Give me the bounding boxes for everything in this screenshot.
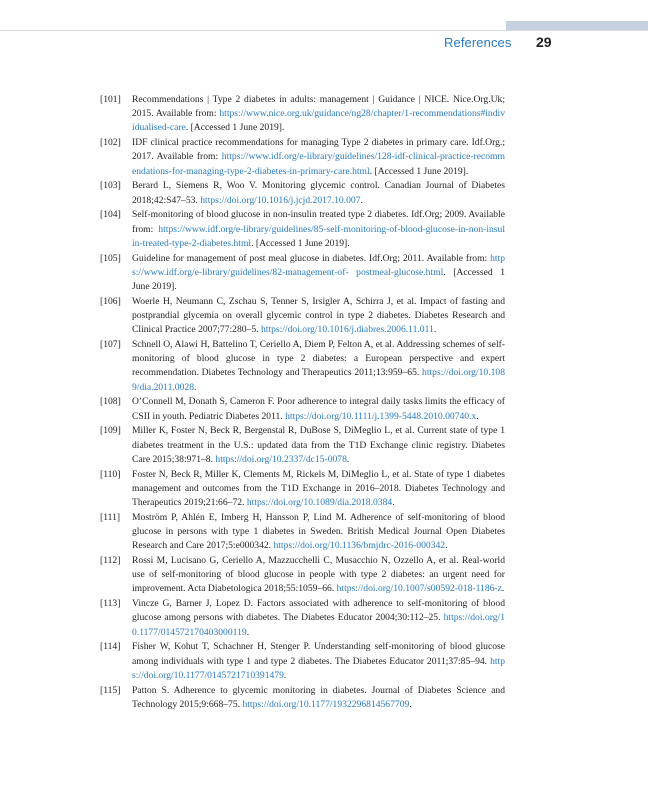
reference-text-suffix: . bbox=[445, 540, 448, 552]
reference-link[interactable]: https://doi.org/10.2337/dc15-0078 bbox=[215, 453, 347, 465]
reference-text: IDF clinical practice recommendations for managing Type 2 diabetes in primary care. Idf.Org.; 2017. Available from: bbox=[132, 137, 505, 163]
reference-item bbox=[100, 136, 505, 179]
reference-item bbox=[100, 424, 505, 467]
reference-text-suffix: . bbox=[433, 324, 437, 336]
reference-text-suffix: . [Accessed 1 June 2019]. bbox=[369, 165, 469, 177]
reference-link[interactable]: https://www.idf.org/e-library/guidelines/82-management-of- postmeal-glucose.html bbox=[132, 252, 505, 278]
reference-item bbox=[100, 511, 505, 554]
reference-text: Moström P, Ahlén E, Imberg H, Hansson P, Lind M. Adherence of self-monitoring of blood glucose in persons with type 1 diabetes in Sweden. British Medical Journal Open Diabetes Research and Care 2017;5:e000342. bbox=[132, 511, 505, 552]
reference-item bbox=[100, 295, 505, 338]
reference-text-suffix: . bbox=[246, 626, 250, 638]
reference-number: [115] bbox=[100, 684, 121, 696]
reference-number: [103] bbox=[100, 180, 121, 192]
running-head: References bbox=[444, 35, 512, 50]
reference-text-suffix: . [Accessed 1 June 2019]. bbox=[132, 266, 505, 293]
reference-link[interactable]: https://doi.org/10.1136/bmjdrc-2016-000342 bbox=[273, 540, 446, 552]
reference-text: Patton S. Adherence to glycemic monitoring in diabetes. Journal of Diabetes Science and Technology 2015;9:668–75. bbox=[132, 684, 505, 710]
reference-text: Miller K, Foster N, Beck R, Bergenstal R, DuBose S, DiMeglio L, et al. Current state of type 1 diabetes treatment in the U.S.: updated data from the T1D Exchange clinic registry. Diabetes Care 2015;38:971–8. bbox=[132, 425, 505, 465]
reference-text: Foster N, Beck R, Miller K, Clements M, Rickels M, DiMeglio L, et al. State of type 1 diabetes management and outcomes from the T1D Exchange in 2016–2018. Diabetes Technology and Therapeutics 2019;21:66–72. bbox=[132, 468, 505, 509]
reference-item bbox=[100, 208, 505, 251]
reference-link[interactable]: https://doi.org/10.1177/1932296814567709 bbox=[242, 698, 410, 710]
reference-text-suffix: . [Accessed 1 June 2019]. bbox=[185, 122, 285, 134]
reference-number: [110] bbox=[100, 468, 121, 480]
reference-link[interactable]: https://doi.org/10.1089/dia.2011.0028 bbox=[132, 367, 505, 393]
reference-number: [105] bbox=[100, 252, 121, 264]
reference-text-suffix: . bbox=[360, 194, 363, 206]
reference-item bbox=[100, 684, 505, 712]
reference-item bbox=[100, 252, 505, 295]
reference-text: Vincze G, Barner J, Lopez D. Factors associated with adherence to self-monitoring of blood glucose among persons with diabetes. The Diabetes Educator 2004;30:112–25. bbox=[132, 598, 505, 624]
reference-text: Schnell O, Alawi H, Battelino T, Ceriello A, Diem P, Felton A, et al. Addressing schemes of self-monitoring of blood glucose in type 2 diabetes: a European perspective and expert recommendation. Diabetes Technology and Therapeutics 2011;13:959–65. bbox=[132, 339, 505, 379]
reference-text: Self-monitoring of blood glucose in non-insulin treated type 2 diabetes. Idf.Org; 2009. Available from: bbox=[132, 209, 505, 235]
reference-text-suffix: . bbox=[409, 698, 412, 710]
reference-link[interactable]: https://doi.org/10.1177/0145721710391479 bbox=[132, 655, 505, 681]
reference-number: [106] bbox=[100, 295, 121, 307]
reference-item bbox=[100, 338, 505, 395]
reference-link[interactable]: https://doi.org/10.1007/s00592-018-1186-z bbox=[336, 583, 502, 595]
reference-number: [104] bbox=[100, 209, 121, 221]
reference-text-suffix: . bbox=[392, 497, 395, 509]
reference-list bbox=[100, 93, 505, 713]
header-rule bbox=[0, 30, 648, 31]
reference-text: Fisher W, Kohut T, Schachner H, Stenger P. Understanding self-monitoring of blood glucose among individuals with type 1 and type 2 diabetes. The Diabetes Educator 2011;37:85–94. bbox=[132, 641, 505, 667]
reference-number: [107] bbox=[100, 339, 121, 351]
reference-item bbox=[100, 179, 505, 207]
reference-number: [102] bbox=[100, 137, 121, 149]
reference-item bbox=[100, 597, 505, 640]
reference-number: [113] bbox=[100, 598, 121, 610]
reference-link[interactable]: https://www.idf.org/e-library/guidelines/128-idf-clinical-practice-recommendations-for-managing-type-2-diabetes-in-primary-care.html bbox=[132, 151, 505, 177]
reference-text: O’Connell M, Donath S, Cameron F. Poor adherence to integral daily tasks limits the efficacy of CSII in youth. Pediatric Diabetes 2011. bbox=[132, 396, 505, 422]
reference-text: Rossi M, Lucisano G, Ceriello A, Mazzucchelli C, Musacchio N, Ozzello A, et al. Real-world use of self-monitoring of blood glucose in people with type 2 diabetes: an urgent need for improvement. Acta Diabetologica 2018;55:1059–66. bbox=[132, 555, 505, 595]
reference-item bbox=[100, 468, 505, 511]
reference-text: Guideline for management of post meal glucose in diabetes. Idf.Org; 2011. Available from: bbox=[132, 252, 491, 264]
reference-number: [112] bbox=[100, 555, 121, 567]
reference-link[interactable]: https://www.idf.org/e-library/guidelines/85-self-monitoring-of-blood-glucose-in-non-insulin-treated-type-2-diabetes.html bbox=[132, 223, 505, 249]
reference-link[interactable]: https://doi.org/10.1016/j.jcjd.2017.10.007 bbox=[200, 194, 361, 206]
reference-item bbox=[100, 554, 505, 597]
reference-text-suffix: . bbox=[476, 410, 479, 422]
reference-item bbox=[100, 640, 505, 683]
reference-link[interactable]: https://doi.org/10.1089/dia.2018.0384 bbox=[246, 497, 393, 509]
reference-number: [111] bbox=[100, 511, 121, 523]
reference-text-suffix: . bbox=[501, 583, 505, 595]
reference-link[interactable]: https://www.nice.org.uk/guidance/ng28/chapter/1-recommendations#individualised-care bbox=[132, 108, 505, 134]
reference-text-suffix: . bbox=[194, 381, 197, 393]
reference-number: [114] bbox=[100, 641, 121, 653]
reference-text: Woerle H, Neumann C, Zschau S, Tenner S, Irsigler A, Schirra J, et al. Impact of fasting and postprandial glycemia on overall glycemic control in type 2 diabetes. Diabetes Research and Clinical Practice 2007;77:280–5. bbox=[132, 295, 505, 336]
reference-number: [108] bbox=[100, 396, 121, 408]
reference-text: Berard L, Siemens R, Woo V. Monitoring glycemic control. Canadian Journal of Diabetes 2018;42:S47–53. bbox=[132, 180, 505, 206]
reference-text-suffix: . [Accessed 1 June 2019]. bbox=[251, 237, 350, 249]
reference-text-suffix: . bbox=[346, 453, 350, 465]
reference-number: [109] bbox=[100, 425, 121, 437]
reference-item bbox=[100, 395, 505, 423]
page-number: 29 bbox=[536, 34, 552, 50]
reference-text-suffix: . bbox=[283, 669, 287, 681]
reference-link[interactable]: https://doi.org/10.1177/014572170403000119 bbox=[132, 612, 505, 638]
reference-number: [101] bbox=[100, 94, 121, 105]
reference-link[interactable]: https://doi.org/10.1111/j.1399-5448.2010.00740.x bbox=[285, 410, 477, 422]
reference-link[interactable]: https://doi.org/10.1016/j.diabres.2006.11.011 bbox=[260, 324, 434, 336]
reference-text: Recommendations | Type 2 diabetes in adults: management | Guidance | NICE. Nice.Org.Uk; 2015. Available from: bbox=[132, 94, 505, 120]
reference-item bbox=[100, 93, 505, 136]
